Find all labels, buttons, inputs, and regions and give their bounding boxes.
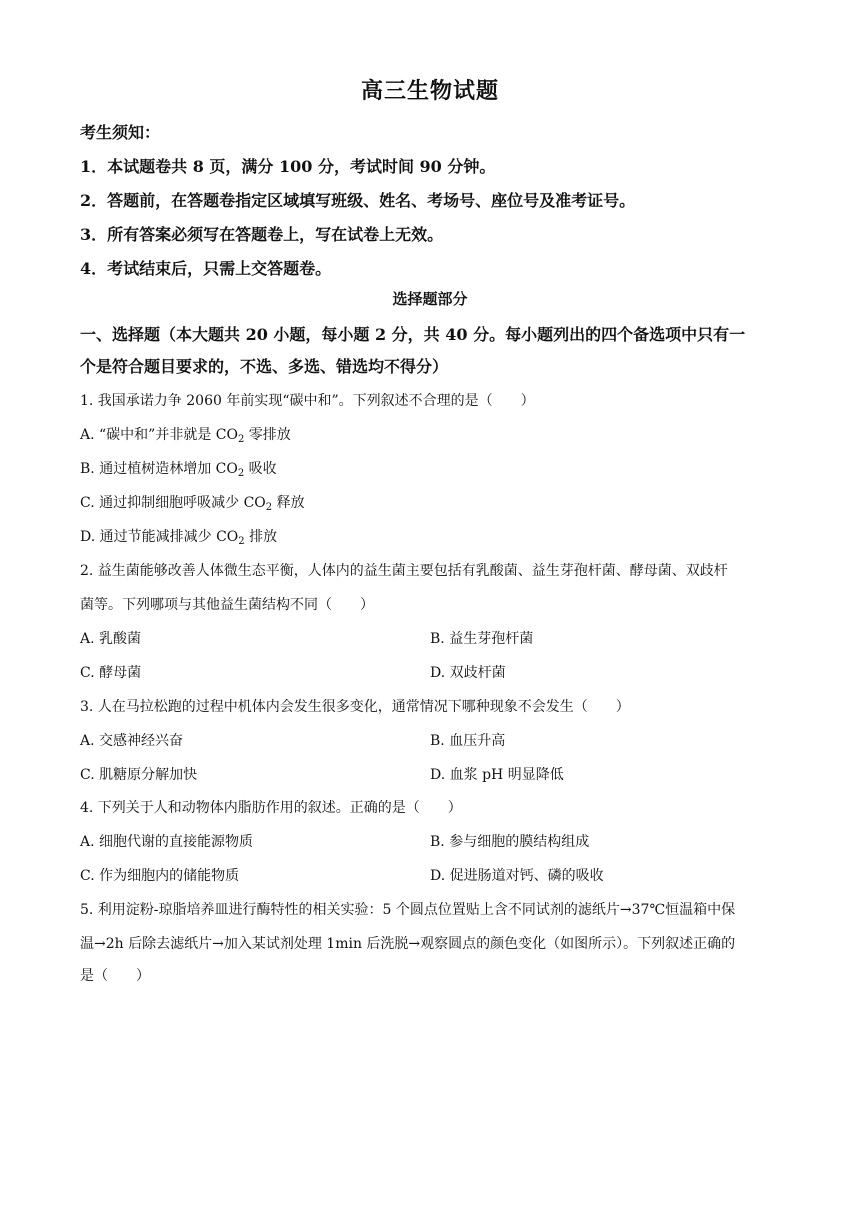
subscript: 2: [238, 536, 245, 547]
question-1-option-b: [80, 458, 277, 478]
page-title: 高三生物试题: [360, 78, 499, 104]
question-1-option-d: [80, 526, 277, 546]
option-text: 吸收: [244, 461, 277, 477]
question-2-stem: 菌等。下列哪项与其他益生菌结构不同（ ）: [80, 597, 374, 613]
question-4-option-b: B. 参与细胞的膜结构组成: [430, 834, 590, 850]
question-5-stem: 是（ ）: [80, 968, 150, 984]
option-text: D. 通过节能减排减少 CO: [80, 529, 239, 545]
question-4-option-a: A. 细胞代谢的直接能源物质: [80, 834, 254, 850]
option-text: B. 通过植树造林增加 CO: [80, 461, 238, 477]
question-3-option-d: D. 血浆 pH 明显降低: [430, 767, 564, 783]
notice-item: 2．答题前，在答题卷指定区域填写班级、姓名、考场号、座位号及准考证号。: [80, 191, 636, 210]
question-1-option-c: [80, 492, 305, 512]
question-4-option-d: D. 促进肠道对钙、磷的吸收: [430, 868, 604, 884]
question-2-option-b: B. 益生芽孢杆菌: [430, 631, 534, 647]
notice-heading: 考生须知：: [80, 123, 161, 142]
option-text: C. 通过抑制细胞呼吸减少 CO: [80, 495, 266, 511]
notice-item: 3．所有答案必须写在答题卷上，写在试卷上无效。: [80, 225, 444, 244]
section-instruction: 一、选择题（本大题共 20 小题，每小题 2 分，共 40 分。每小题列出的四个备选项中只有一: [80, 325, 746, 344]
option-text: A. “碳中和”并非就是 CO: [80, 427, 238, 443]
question-2-option-c: C. 酵母菌: [80, 665, 142, 681]
notice-item: 4．考试结束后，只需上交答题卷。: [80, 259, 332, 278]
subscript: 2: [237, 434, 245, 445]
question-3-option-b: B. 血压升高: [430, 733, 506, 749]
question-2-stem: 2. 益生菌能够改善人体微生态平衡，人体内的益生菌主要包括有乳酸菌、益生芽孢杆菌、酵母菌、双歧杆: [80, 563, 728, 579]
question-3-option-c: C. 肌糖原分解加快: [80, 767, 198, 783]
question-1-stem: 1. 我国承诺力争 2060 年前实现“碳中和”。下列叙述不合理的是（ ）: [80, 393, 535, 409]
question-1-option-a: [80, 424, 291, 444]
question-5-stem: 5. 利用淀粉-琼脂培养皿进行酶特性的相关实验：5 个圆点位置贴上含不同试剂的滤纸片→37℃恒温箱中保: [80, 902, 736, 918]
option-text: 排放: [244, 529, 278, 545]
question-2-option-a: A. 乳酸菌: [80, 631, 142, 647]
question-5-stem: 温→2h 后除去滤纸片→加入某试剂处理 1min 后洗脱→观察圆点的颜色变化（如图所示）。下列叙述正确的: [80, 936, 736, 952]
question-3-option-a: A. 交感神经兴奋: [80, 733, 184, 749]
question-4-option-c: C. 作为细胞内的储能物质: [80, 868, 240, 884]
section-title: 选择题部分: [392, 290, 468, 308]
section-instruction: 个是符合题目要求的，不选、多选、错选均不得分）: [80, 357, 449, 376]
question-2-option-d: D. 双歧杆菌: [430, 665, 506, 681]
subscript: 2: [265, 502, 273, 513]
question-3-stem: 3. 人在马拉松跑的过程中机体内会发生很多变化，通常情况下哪种现象不会发生（ ）: [80, 699, 630, 715]
notice-item: 1．本试题卷共 8 页，满分 100 分，考试时间 90 分钟。: [80, 157, 496, 176]
option-text: 零排放: [244, 427, 291, 443]
subscript: 2: [237, 468, 245, 479]
option-text: 释放: [272, 495, 305, 511]
question-4-stem: 4. 下列关于人和动物体内脂肪作用的叙述。正确的是（ ）: [80, 800, 462, 816]
